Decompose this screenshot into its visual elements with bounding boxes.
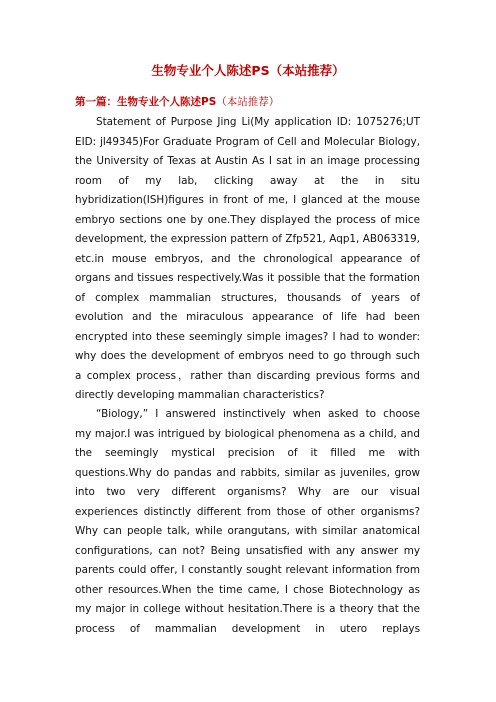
text-line: why does the development of embryos need to go through such [75,350,420,362]
text-line: etc.in mouse embryos, and the chronological appearance of [75,252,420,265]
text-line: hybridization(ISH)figures in front of me, I glanced at the mouse [75,194,420,206]
text-line: embryo sections one by one.They displayed the process of mice [75,213,420,226]
document-title: 生物专业个人陈述PS（本站推荐） [151,63,345,78]
text-line: a complex process，rather than discarding previous forms and [75,369,420,382]
text-line: process of mammalian development in utero replays [75,622,420,635]
text-line: parents could offer, I constantly sought relevant information from [75,564,420,576]
text-line: into two very different organisms? Why are our visual [75,486,420,498]
text-line: of complex mammalian structures, thousands of years of [75,291,420,304]
text-line: EID: jl49345)For Graduate Program of Cell and Molecular Biology, [75,135,420,148]
text-line: my major in college without hesitation.There is a theory that the [75,603,420,615]
text-line: experiences distinctly different from those of other organisms? [75,505,420,518]
text-line: questions.Why do pandas and rabbits, similar as juveniles, grow [75,466,420,479]
text-line: room of my lab, clicking away at the in situ [75,174,420,187]
text-line: development, the expression pattern of Zfp521, Aqp1, AB063319, [75,233,420,245]
text-line: evolution and the miraculous appearance of life had been [75,311,420,323]
paragraph-2 [75,405,420,639]
text-line: “Biology,” I answered instinctively when asked to choose [96,408,420,420]
text-line: organs and tissues respectively.Was it possible that the formation [75,272,420,284]
paragraph-1 [75,113,420,406]
text-line: my major.I was intrigued by biological phenomena as a child, and [75,427,420,440]
text-line: configurations, can not? Being unsatisfied with any answer my [75,544,420,557]
text-line: the University of Texas at Austin As I sat in an image processing [75,155,420,167]
text-line: other resources.When the time came, I chose Biotechnology as [75,583,420,596]
section-heading-suffix: （本站推荐） [216,96,280,108]
text-line: Statement of Purpose Jing Li(My application ID: 1075276;UT [96,116,420,128]
text-line: directly developing mammalian characteristics? [75,389,325,401]
section-heading [75,94,420,110]
section-heading-bold: 第一篇：生物专业个人陈述PS [75,96,217,108]
text-line: the seemingly mystical precision of it filled me with [75,447,420,459]
text-line: encrypted into these seemingly simple images? I had to wonder: [75,330,420,343]
text-line: Why can people talk, while orangutans, with similar anatomical [75,525,420,537]
